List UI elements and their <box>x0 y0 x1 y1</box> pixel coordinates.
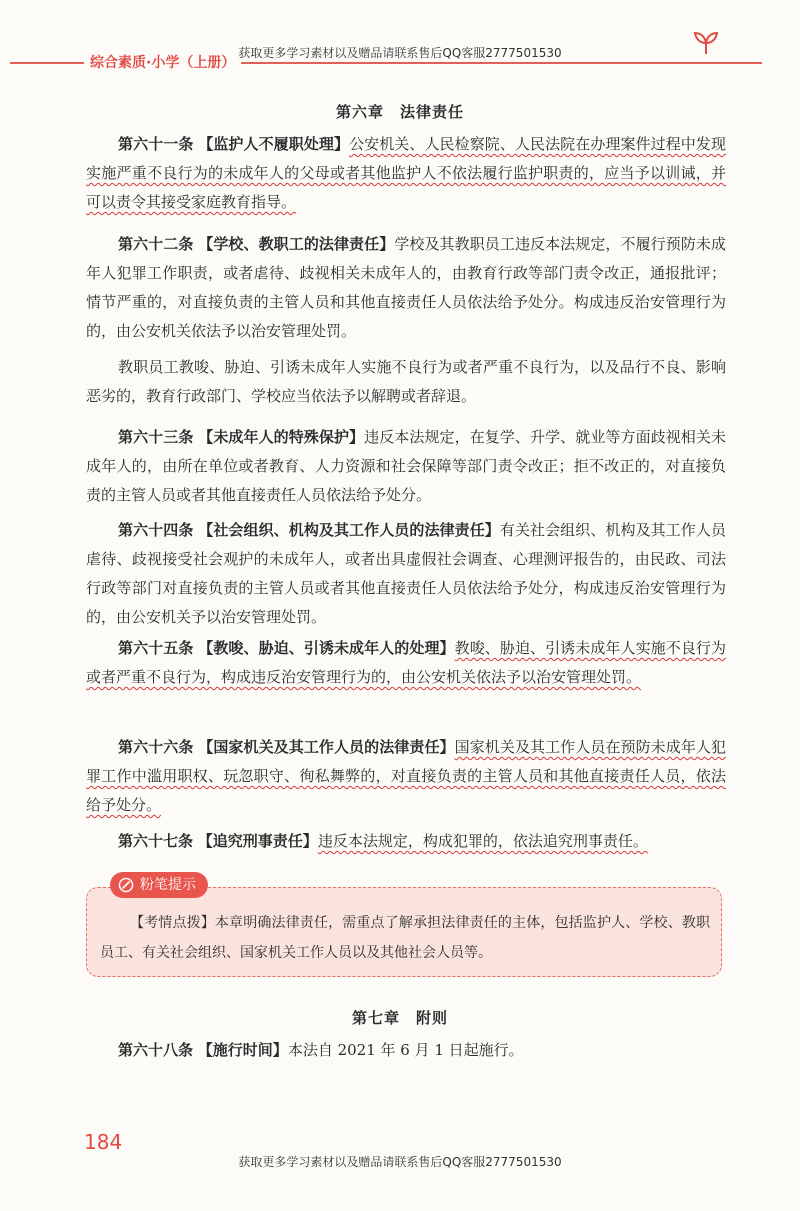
article-text: 有关社会组织、机构及其工作人员虐待、歧视接受社会观护的未成年人，或者出具虚假社会调查、心理测评报告的，由民政、司法行政等部门对直接负责的主管人员或者其他直接责任人员依法给予处分，构成违反治安管理行为的，由公安机关予以治安管理处罚。 <box>86 521 726 626</box>
chapter-6-title: 第六章 法律责任 <box>335 103 464 121</box>
article-text: 本法自 2021 年 6 月 1 日起施行。 <box>287 1041 524 1059</box>
article-number: 第六十六条 <box>118 738 194 756</box>
article-62 <box>86 230 726 346</box>
article-66 <box>86 733 726 820</box>
sprout-icon <box>692 30 720 56</box>
article-number: 第六十八条 <box>118 1041 194 1059</box>
article-title: 【监护人不履职处理】 <box>198 135 350 153</box>
article-text: 国家机关及其工作人员在预防未成年人犯罪工作中滥用职权、玩忽职守、徇私舞弊的，对直接负责的主管人员和其他直接责任人员，依法给予处分。 <box>86 738 726 814</box>
article-title: 【学校、教职工的法律责任】 <box>198 235 395 253</box>
article-67 <box>86 827 726 856</box>
article-number: 第六十一条 <box>118 135 194 153</box>
article-number: 第六十四条 <box>118 521 194 539</box>
article-text: 教唆、胁迫、引诱未成年人实施不良行为或者严重不良行为，构成违反治安管理行为的，由公安机关依法予以治安管理处罚。 <box>86 639 726 686</box>
article-64 <box>86 516 726 632</box>
article-title: 【未成年人的特殊保护】 <box>198 428 365 446</box>
chalk-icon <box>118 877 134 893</box>
article-title: 【施行时间】 <box>197 1041 288 1059</box>
watermark-bottom: 获取更多学习素材以及赠品请联系售后QQ客服2777501530 <box>238 1155 562 1169</box>
article-title: 【教唆、胁迫、引诱未成年人的处理】 <box>198 639 455 657</box>
tip-label <box>110 872 208 898</box>
article-title: 【社会组织、机构及其工作人员的法律责任】 <box>198 521 500 539</box>
tip-label-text: 粉笔提示 <box>140 877 196 893</box>
article-text: 学校及其教职员工违反本法规定，不履行预防未成年人犯罪工作职责，或者虐待、歧视相关未成年人的，由教育行政等部门责令改正，通报批评；情节严重的，对直接负责的主管人员和其他直接责任人员依法给予处分。构成违反治安管理行为的，由公安机关依法予以治安管理处罚。 <box>86 235 726 340</box>
article-68 <box>86 1036 726 1065</box>
article-63 <box>86 423 726 510</box>
article-62-para2: 教职员工教唆、胁迫、引诱未成年人实施不良行为或者严重不良行为，以及品行不良、影响恶劣的，教育行政部门、学校应当依法予以解聘或者辞退。 <box>86 358 726 405</box>
article-number: 第六十三条 <box>118 428 194 446</box>
book-title: 综合素质·小学（上册） <box>84 52 241 72</box>
article-title: 【追究刑事责任】 <box>197 832 318 850</box>
chapter-7-title: 第七章 附则 <box>351 1009 448 1027</box>
article-text: 违反本法规定，构成犯罪的，依法追究刑事责任。 <box>317 832 648 850</box>
article-text: 公安机关、人民检察院、人民法院在办理案件过程中发现实施严重不良行为的未成年人的父母或者其他监护人不依法履行监护职责的，应当予以训诫，并可以责令其接受家庭教育指导。 <box>86 135 726 211</box>
watermark-top: 获取更多学习素材以及赠品请联系售后QQ客服2777501530 <box>238 46 562 60</box>
tip-body: 本章明确法律责任，需重点了解承担法律责任的主体，包括监护人、学校、教职员工、有关社会组织、国家机关工作人员以及其他社会人员等。 <box>100 915 711 961</box>
article-61 <box>86 130 726 217</box>
tip-title: 【考情点拨】 <box>130 915 215 931</box>
article-number: 第六十七条 <box>118 832 194 850</box>
tip-text <box>100 908 710 968</box>
page-number: 184 <box>84 1130 123 1154</box>
article-65 <box>86 634 726 692</box>
article-number: 第六十五条 <box>118 639 194 657</box>
article-number: 第六十二条 <box>118 235 194 253</box>
article-text: 违反本法规定，在复学、升学、就业等方面歧视相关未成年人的，由所在单位或者教育、人力资源和社会保障等部门责令改正；拒不改正的，对直接负责的主管人员或者其他直接责任人员依法给予处分。 <box>86 428 726 504</box>
article-title: 【国家机关及其工作人员的法律责任】 <box>198 738 455 756</box>
